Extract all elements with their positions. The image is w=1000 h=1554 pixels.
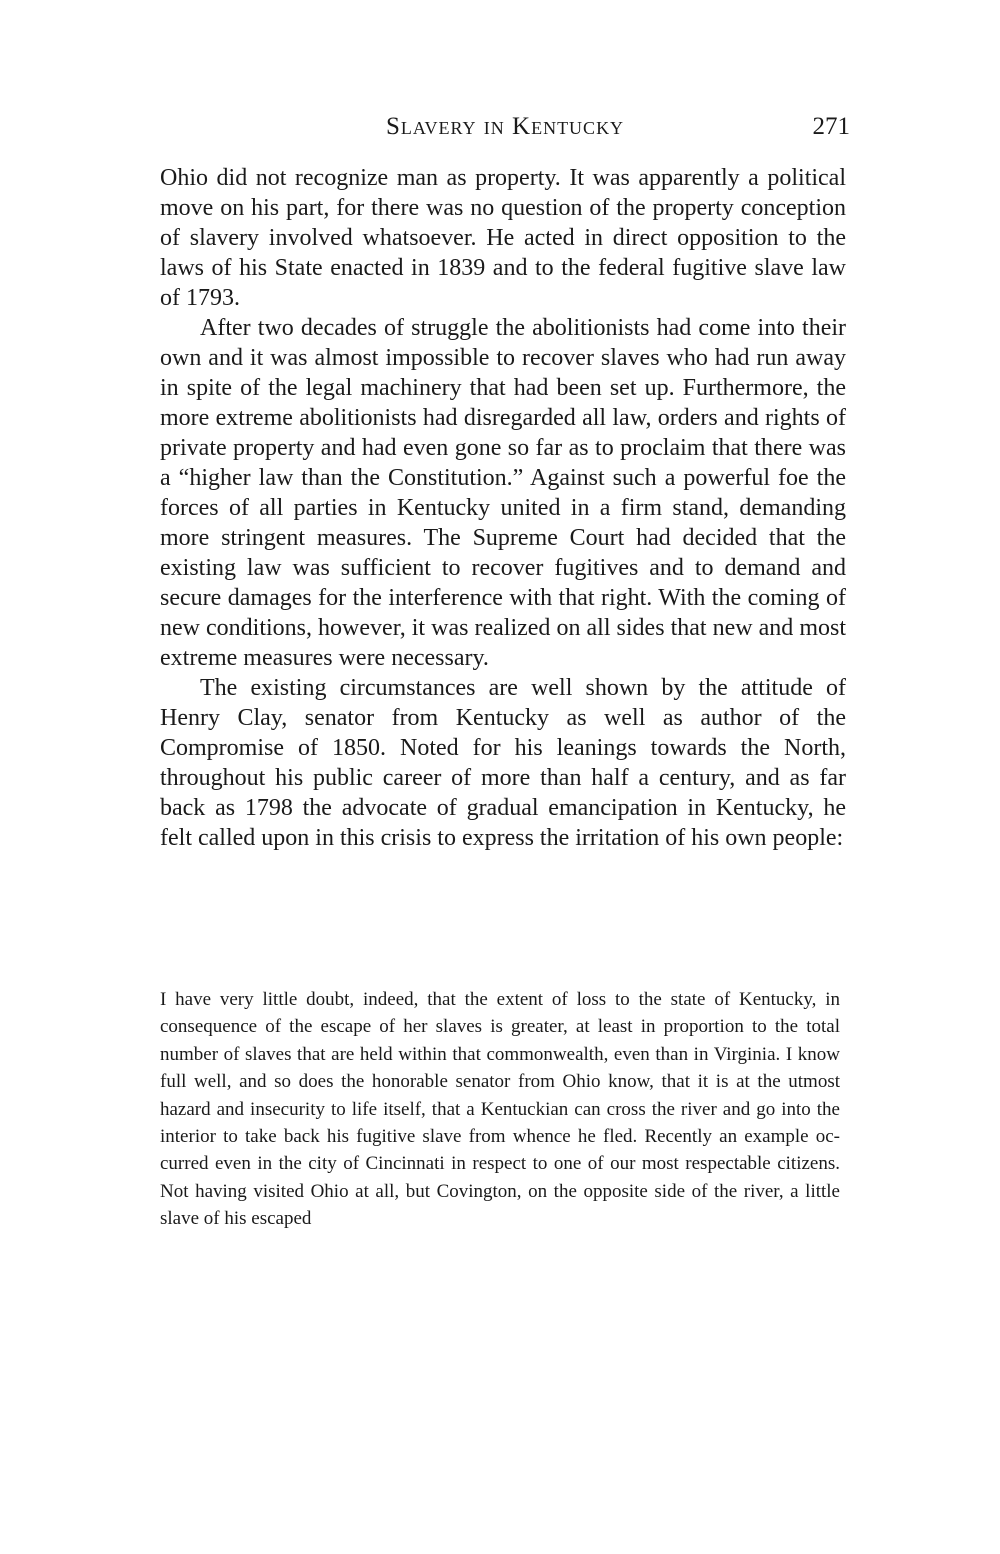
page-header [160, 110, 850, 144]
block-quote [160, 986, 840, 1233]
quote-text: I have very little doubt, indeed, that the extent of loss to the state of Kentucky, in consequence of the escape of her slaves is greater, at least in proportion to the total number of slaves that are held within that commonwealth, even than in Virginia. I know full well, and so does the honorable senator from Ohio know, that it is at the utmost hazard and insecurity to life itself, that a Kentuckian can cross the river and go into the interior to take back his fugitive slave from whence he fled. Recently an example occurred even in the city of Cincinnati in respect to one of our most respectable citizens. Not having visited Ohio at all, but Covington, on the opposite side of the river, a little slave of his escaped [160, 989, 840, 1230]
running-title: Slavery in Kentucky [385, 113, 625, 140]
paragraph: Ohio did not recognize man as property. It was apparently a political move on his part, for there was no question of the property conception of slavery involved whatsoever. He acted in direct opposition to the laws of his State enacted in 1839 and to the federal fugitive slave law of 1793. [160, 165, 846, 311]
page-number: 271 [812, 113, 850, 140]
body-text [160, 163, 846, 853]
paragraph: The existing circumstances are well shown by the attitude of Henry Clay, senator from Kentucky as well as author of the Compromise of 1850. Noted for his leanings towards the North, throughout his public career of more than half a century, and as far back as 1798 the advocate of gradual emancipation in Kentucky, he felt called upon in this crisis to express the irritation of his own people: [160, 675, 846, 851]
paragraph: After two decades of struggle the abolitionists had come into their own and it was almost impossible to recover slaves who had run away in spite of the legal machinery that had been set up. Furthermore, the more extreme abolitionists had disregarded all law, orders and rights of private property and had even gone so far as to proclaim that there was a “higher law than the Constitution.” Against such a powerful foe the forces of all parties in Kentucky united in a firm stand, demanding more stringent measures. The Supreme Court had decided that the existing law was sufficient to recover fugitives and to demand and secure damages for the interference with that right. With the coming of new conditions, however, it was realized on all sides that new and most extreme measures were necessary. [160, 315, 846, 671]
